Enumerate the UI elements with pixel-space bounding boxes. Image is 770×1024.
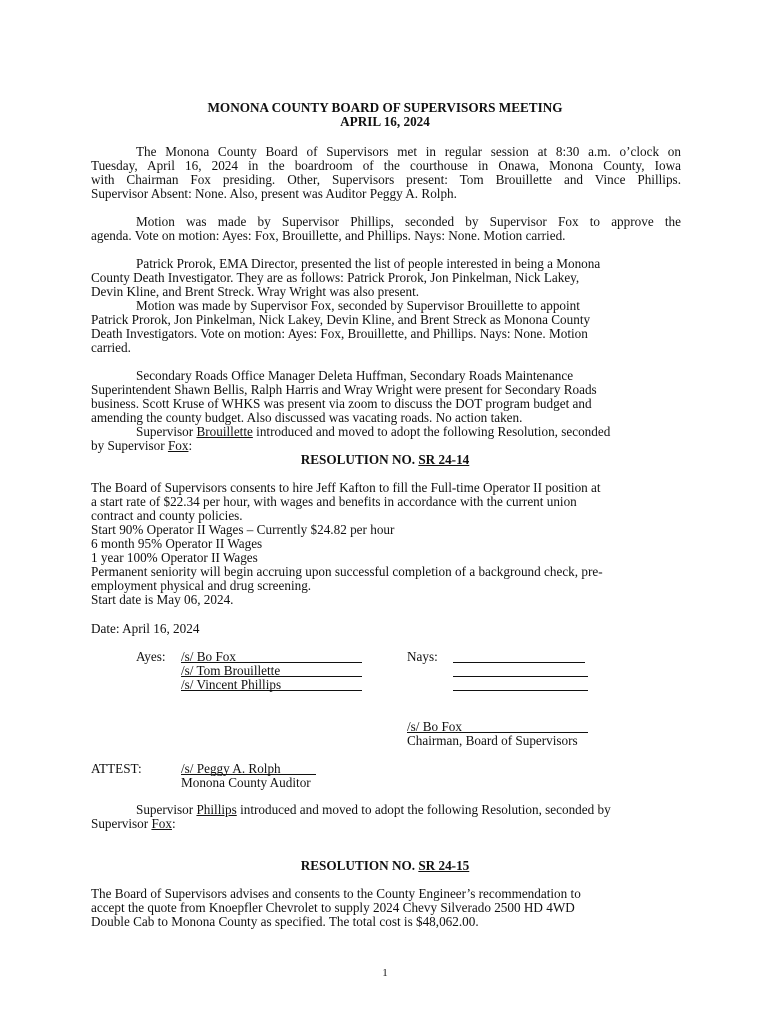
signature-line <box>181 690 362 691</box>
body-line: accept the quote from Knoepfler Chevrolet to supply 2024 Chevy Silverado 2500 HD 4WD <box>91 900 575 915</box>
resolution-number: SR 24-14 <box>418 452 470 467</box>
aye-signature: /s/ Bo Fox <box>181 649 236 664</box>
paragraph-line: Tuesday, April 16, 2024 in the boardroom of the courthouse in Onawa, Monona County, Iowa <box>91 158 681 173</box>
mover-name: Phillips <box>196 802 237 817</box>
signature-line <box>453 690 588 691</box>
resolution-intro-line: by Supervisor Fox: <box>91 438 193 453</box>
body-line: The Board of Supervisors consents to hire Jeff Kafton to fill the Full-time Operator II position at <box>91 480 601 495</box>
paragraph-line: agenda. Vote on motion: Ayes: Fox, Brouillette, and Phillips. Nays: None. Motion carried. <box>91 228 566 243</box>
body-line: employment physical and drug screening. <box>91 578 312 593</box>
body-line: The Board of Supervisors advises and consents to the County Engineer’s recommendation to <box>91 886 581 901</box>
document-title: MONONA COUNTY BOARD OF SUPERVISORS MEETING <box>207 100 563 115</box>
chairman-title: Chairman, Board of Supervisors <box>407 733 578 748</box>
attest-label: ATTEST: <box>91 761 142 776</box>
body-line: 1 year 100% Operator II Wages <box>91 550 258 565</box>
paragraph-line: Motion was made by Supervisor Fox, seconded by Supervisor Brouillette to appoint <box>136 298 580 313</box>
seconder-name: Fox <box>151 816 172 831</box>
page-number: 1 <box>382 967 388 979</box>
aye-signature: /s/ Tom Brouillette <box>181 663 281 678</box>
body-line: a start rate of $22.34 per hour, with wages and benefits in accordance with the current union <box>91 494 577 509</box>
resolution-heading: RESOLUTION NO. SR 24-15 <box>300 858 470 873</box>
body-line: Start 90% Operator II Wages – Currently $24.82 per hour <box>91 522 395 537</box>
chairman-signature: /s/ Bo Fox <box>407 719 462 734</box>
auditor-title: Monona County Auditor <box>181 775 311 790</box>
resolution-heading: RESOLUTION NO. SR 24-14 <box>300 452 470 467</box>
paragraph-line: business. Scott Kruse of WHKS was present via zoom to discuss the DOT program budget and <box>91 396 592 411</box>
body-line: contract and county policies. <box>91 508 243 523</box>
signature-line <box>453 662 585 663</box>
paragraph-line: Devin Kline, and Brent Streck. Wray Wright was also present. <box>91 284 420 299</box>
mover-name: Brouillette <box>196 424 253 439</box>
body-line: 6 month 95% Operator II Wages <box>91 536 263 551</box>
paragraph-line: amending the county budget. Also discussed was vacating roads. No action taken. <box>91 410 523 425</box>
paragraph-line: carried. <box>91 340 131 355</box>
aye-signature: /s/ Vincent Phillips <box>181 677 282 692</box>
ayes-label: Ayes: <box>136 649 166 664</box>
body-line: Permanent seniority will begin accruing upon successful completion of a background check, pre- <box>91 564 603 579</box>
paragraph-line: Secondary Roads Office Manager Deleta Huffman, Secondary Roads Maintenance <box>136 368 574 383</box>
signature-line <box>453 676 588 677</box>
paragraph-line: Motion was made by Supervisor Phillips, seconded by Supervisor Fox to approve the <box>136 214 681 229</box>
auditor-signature: /s/ Peggy A. Rolph <box>181 761 281 776</box>
paragraph-line: The Monona County Board of Supervisors met in regular session at 8:30 a.m. o’clock on <box>136 144 681 159</box>
resolution-intro-line: Supervisor Fox: <box>91 816 176 831</box>
paragraph-line: Death Investigators. Vote on motion: Ayes: Fox, Brouillette, and Phillips. Nays: None. Motion <box>91 326 588 341</box>
paragraph-line: Superintendent Shawn Bellis, Ralph Harris and Wray Wright were present for Secondary Roads <box>91 382 597 397</box>
resolution-intro-line: Supervisor Phillips introduced and moved to adopt the following Resolution, seconded by <box>136 802 611 817</box>
paragraph-line: Patrick Prorok, EMA Director, presented the list of people interested in being a Monona <box>136 256 601 271</box>
resolution-date: Date: April 16, 2024 <box>91 621 200 636</box>
paragraph-line: with Chairman Fox presiding. Other, Supervisors present: Tom Brouillette and Vince Phillips. <box>91 172 681 187</box>
body-line: Start date is May 06, 2024. <box>91 592 234 607</box>
body-line: Double Cab to Monona County as specified. The total cost is $48,062.00. <box>91 914 479 929</box>
resolution-number: SR 24-15 <box>418 858 470 873</box>
paragraph-line: Supervisor Absent: None. Also, present was Auditor Peggy A. Rolph. <box>91 186 457 201</box>
seconder-name: Fox <box>167 438 189 453</box>
nays-label: Nays: <box>407 649 438 664</box>
paragraph-line: County Death Investigator. They are as follows: Patrick Prorok, Jon Pinkelman, Nick Lakey, <box>91 270 580 285</box>
paragraph-line: Patrick Prorok, Jon Pinkelman, Nick Lakey, Devin Kline, and Brent Streck as Monona County <box>91 312 591 327</box>
resolution-intro-line: Supervisor Brouillette introduced and moved to adopt the following Resolution, seconded <box>136 424 611 439</box>
meeting-date-heading: APRIL 16, 2024 <box>340 114 430 129</box>
